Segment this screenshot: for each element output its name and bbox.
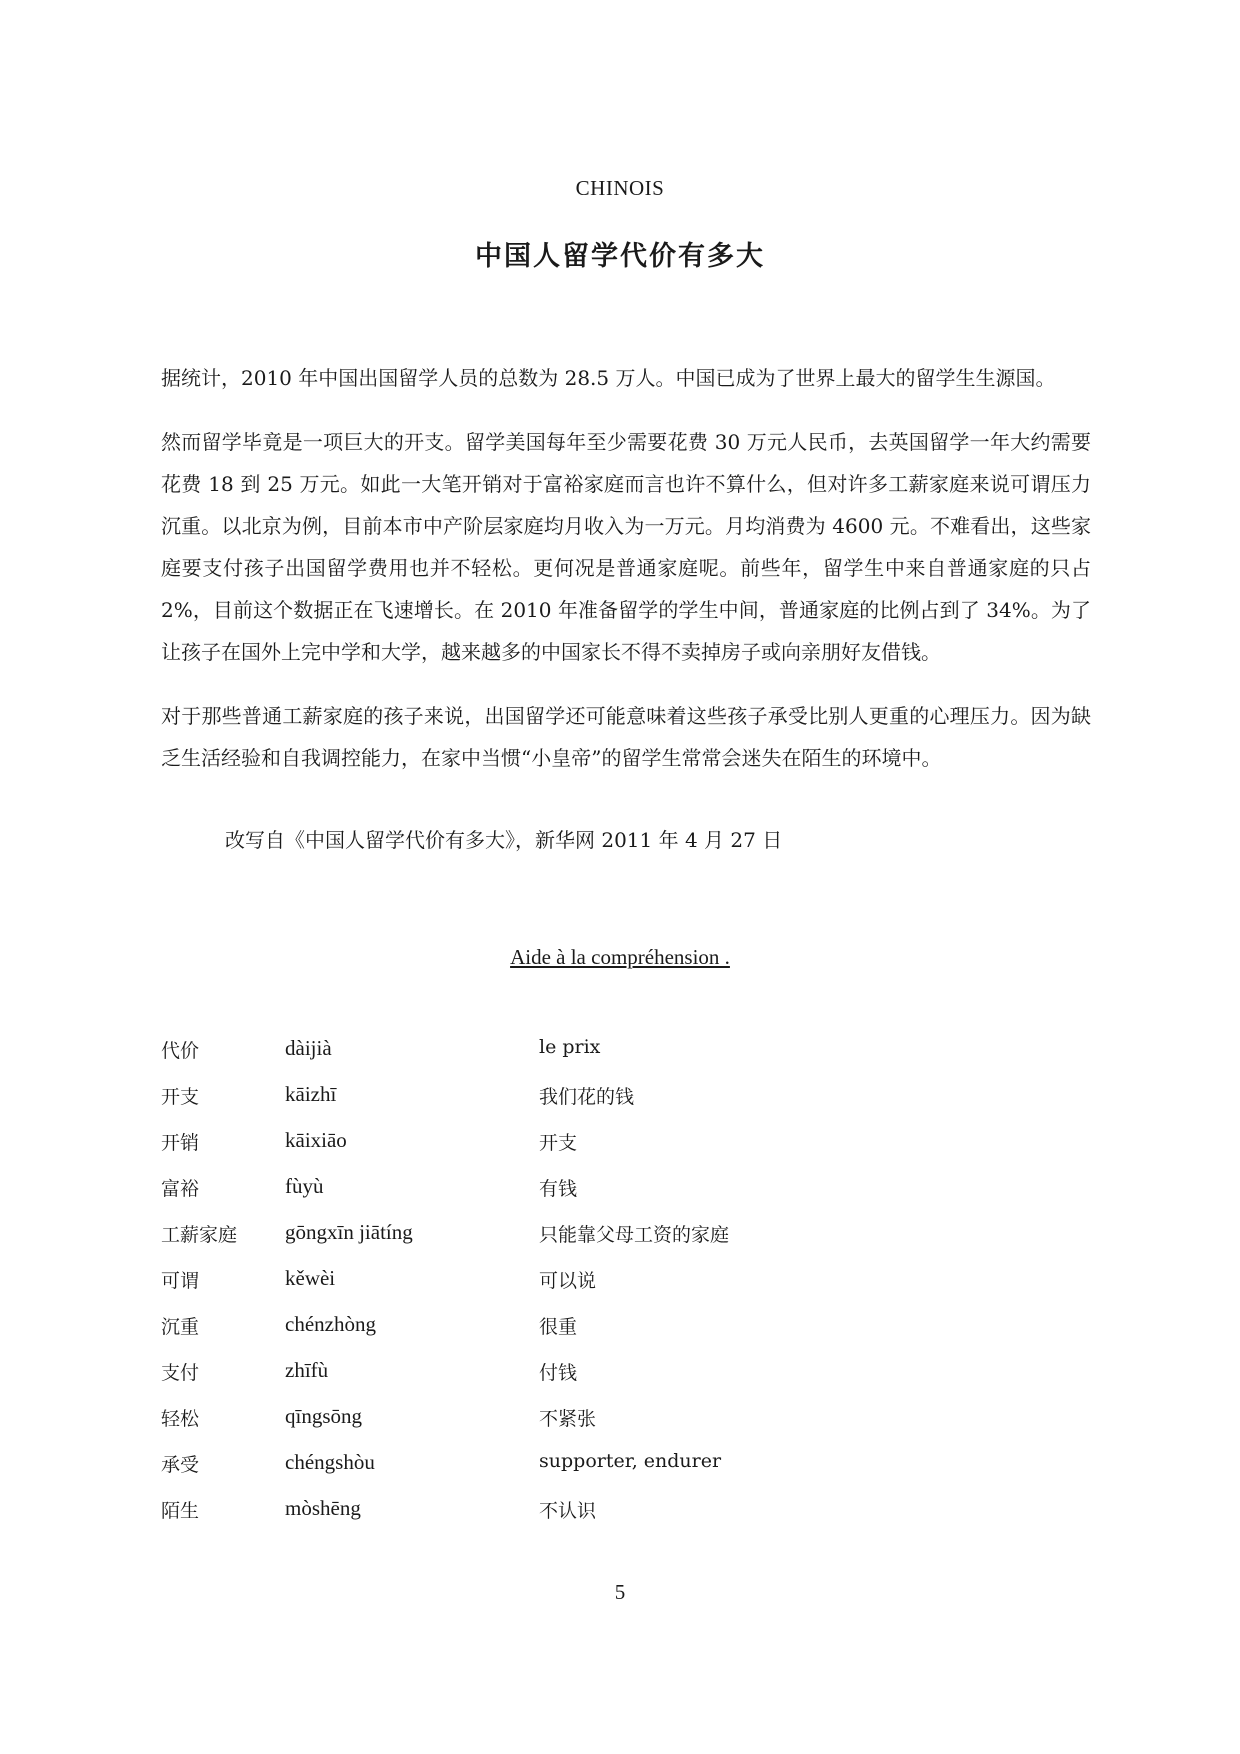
language-header: CHINOIS [575,176,665,200]
glossary-meaning: 有钱 [539,1178,578,1200]
glossary-term: 沉重 [161,1316,200,1338]
glossary-row [161,1404,1061,1450]
article-paragraph-3: 对于那些普通工薪家庭的孩子来说，出国留学还可能意味着这些孩子承受比别人更重的心理压力。因为缺乏生活经验和自我调控能力，在家中当惯“小皇帝”的留学生常常会迷失在陌生的环境中。 [161,704,1091,770]
glossary-term: 开销 [161,1132,200,1154]
glossary-row [161,1312,1061,1358]
glossary-pinyin: chénzhòng [285,1312,376,1336]
glossary-row [161,1450,1061,1496]
glossary-pinyin: mòshēng [285,1496,361,1520]
glossary-meaning: 付钱 [539,1362,578,1384]
glossary-heading: Aide à la compréhension . [510,945,730,969]
article-paragraph-2: 然而留学毕竟是一项巨大的开支。留学美国每年至少需要花费 30 万元人民币，去英国留学一年大约需要花费 18 到 25 万元。如此一大笔开销对于富裕家庭而言也许不算什么，但对许多工薪家庭来说可谓压力沉重。以北京为例，目前本市中产阶层家庭均月收入为一万元。月均消费为 4600 元。不难看出，这些家庭要支付孩子出国留学费用也并不轻松。更何况是普通家庭呢。前些年，留学生中来自普通家庭的只占 2%，目前这个数据正在飞速增长。在 2010 年准备留学的学生中间，普通家庭的比例占到了 34%。为了让孩子在国外上完中学和大学，越来越多的中国家长不得不卖掉房子或向亲朋好友借钱。 [161,430,1091,664]
glossary-meaning: 只能靠父母工资的家庭 [539,1224,730,1246]
glossary-row [161,1220,1061,1266]
glossary-meaning: le prix [539,1036,601,1058]
page-number: 5 [614,1580,626,1604]
glossary-row [161,1358,1061,1404]
glossary-row [161,1082,1061,1128]
article-paragraph-1: 据统计，2010 年中国出国留学人员的总数为 28.5 万人。中国已成为了世界上最大的留学生生源国。 [161,366,1056,390]
glossary-term: 代价 [161,1040,200,1062]
glossary-row [161,1036,1061,1082]
glossary-meaning: 我们花的钱 [539,1086,635,1108]
glossary-meaning: 不紧张 [539,1408,597,1430]
glossary-row [161,1128,1061,1174]
glossary-pinyin: qīngsōng [285,1404,363,1428]
glossary-row [161,1174,1061,1220]
glossary-row [161,1496,1061,1542]
glossary-meaning: 可以说 [539,1270,597,1292]
source-citation: 改写自《中国人留学代价有多大》，新华网 2011 年 4 月 27 日 [225,828,783,852]
glossary-term: 可谓 [161,1270,200,1292]
glossary-meaning: 不认识 [539,1500,597,1522]
glossary-term: 支付 [161,1362,200,1384]
glossary-term: 工薪家庭 [161,1224,238,1246]
glossary-pinyin: gōngxīn jiātíng [285,1220,413,1244]
glossary-pinyin: chéngshòu [285,1450,375,1474]
glossary-table [161,1036,1061,1542]
glossary-meaning: 很重 [539,1316,578,1338]
document-title: 中国人留学代价有多大 [475,241,765,272]
glossary-pinyin: zhīfù [285,1358,329,1382]
glossary-term: 富裕 [161,1178,200,1200]
article-body [161,357,1091,801]
glossary-pinyin: kāizhī [285,1082,337,1106]
glossary-meaning: supporter, endurer [539,1450,722,1472]
glossary-pinyin: kāixiāo [285,1128,347,1152]
glossary-term: 开支 [161,1086,200,1108]
glossary-term: 承受 [161,1454,200,1476]
glossary-term: 陌生 [161,1500,200,1522]
glossary-pinyin: fùyù [285,1174,324,1198]
glossary-term: 轻松 [161,1408,200,1430]
glossary-pinyin: kěwèi [285,1266,336,1290]
glossary-row [161,1266,1061,1312]
glossary-pinyin: dàijià [285,1036,332,1060]
glossary-meaning: 开支 [539,1132,578,1154]
